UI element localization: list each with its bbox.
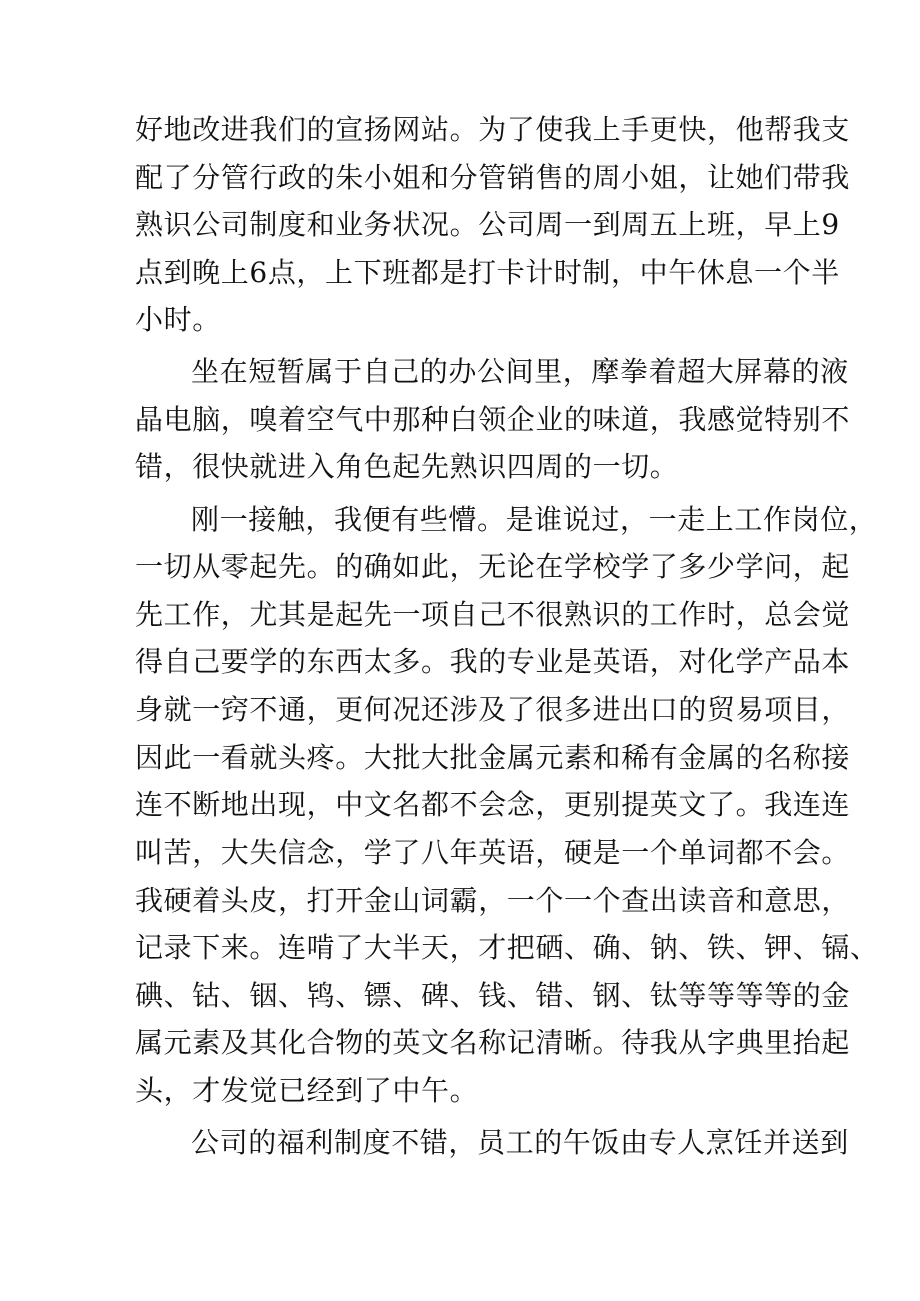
text-line: 点到晚上6点，上下班都是打卡计时制，中午休息一个半 xyxy=(135,256,840,289)
text-line: 我硬着头皮，打开金山词霸，一个一个查出读音和意思， xyxy=(135,884,851,917)
paragraph-first-line: 刚一接触，我便有些懵。是谁说过，一走上工作岗位， xyxy=(191,503,878,536)
text-line: 身就一窍不通，更何况还涉及了很多进出口的贸易项目， xyxy=(135,693,851,726)
text-line: 记录下来。连啃了大半天，才把硒、确、钠、铁、钾、镉、 xyxy=(135,931,879,964)
paragraph-first-line: 坐在短暂属于自己的办公间里，摩拳着超大屏幕的液 xyxy=(191,355,849,388)
text-line: 因此一看就头疼。大批大批金属元素和稀有金属的名称接 xyxy=(135,741,851,774)
text-line: 叫苦，大失信念，学了八年英语，硬是一个单词都不会。 xyxy=(135,836,851,869)
text-line: 得自己要学的东西太多。我的专业是英语，对化学产品本 xyxy=(135,645,851,678)
text-line: 小时。 xyxy=(135,303,221,336)
text-line: 一切从零起先。的确如此，无论在学校学了多少学问，起 xyxy=(135,550,851,583)
text-line: 好地改进我们的宣扬网站。为了使我上手更快，他帮我支 xyxy=(135,113,851,146)
text-line: 配了分管行政的朱小姐和分管销售的周小姐，让她们带我 xyxy=(135,161,851,194)
text-line: 属元素及其化合物的英文名称记清晰。待我从字典里抬起 xyxy=(135,1026,851,1059)
paragraph-first-line: 公司的福利制度不错，员工的午饭由专人烹饪并送到 xyxy=(191,1126,849,1159)
text-line: 连不断地出现，中文名都不会念，更别提英文了。我连连 xyxy=(135,788,851,821)
text-line: 错，很快就进入角色起先熟识四周的一切。 xyxy=(135,450,679,483)
text-line: 先工作，尤其是起先一项自己不很熟识的工作时，总会觉 xyxy=(135,598,851,631)
text-line: 晶电脑，嗅着空气中那种白领企业的味道，我感觉特别不 xyxy=(135,403,851,436)
text-line: 头，才发觉已经到了中午。 xyxy=(135,1074,479,1107)
text-line: 碘、钴、铟、鸨、镖、碑、钱、错、钢、钛等等等等的金 xyxy=(135,979,851,1012)
text-line: 熟识公司制度和业务状况。公司周一到周五上班，早上9 xyxy=(135,208,840,241)
